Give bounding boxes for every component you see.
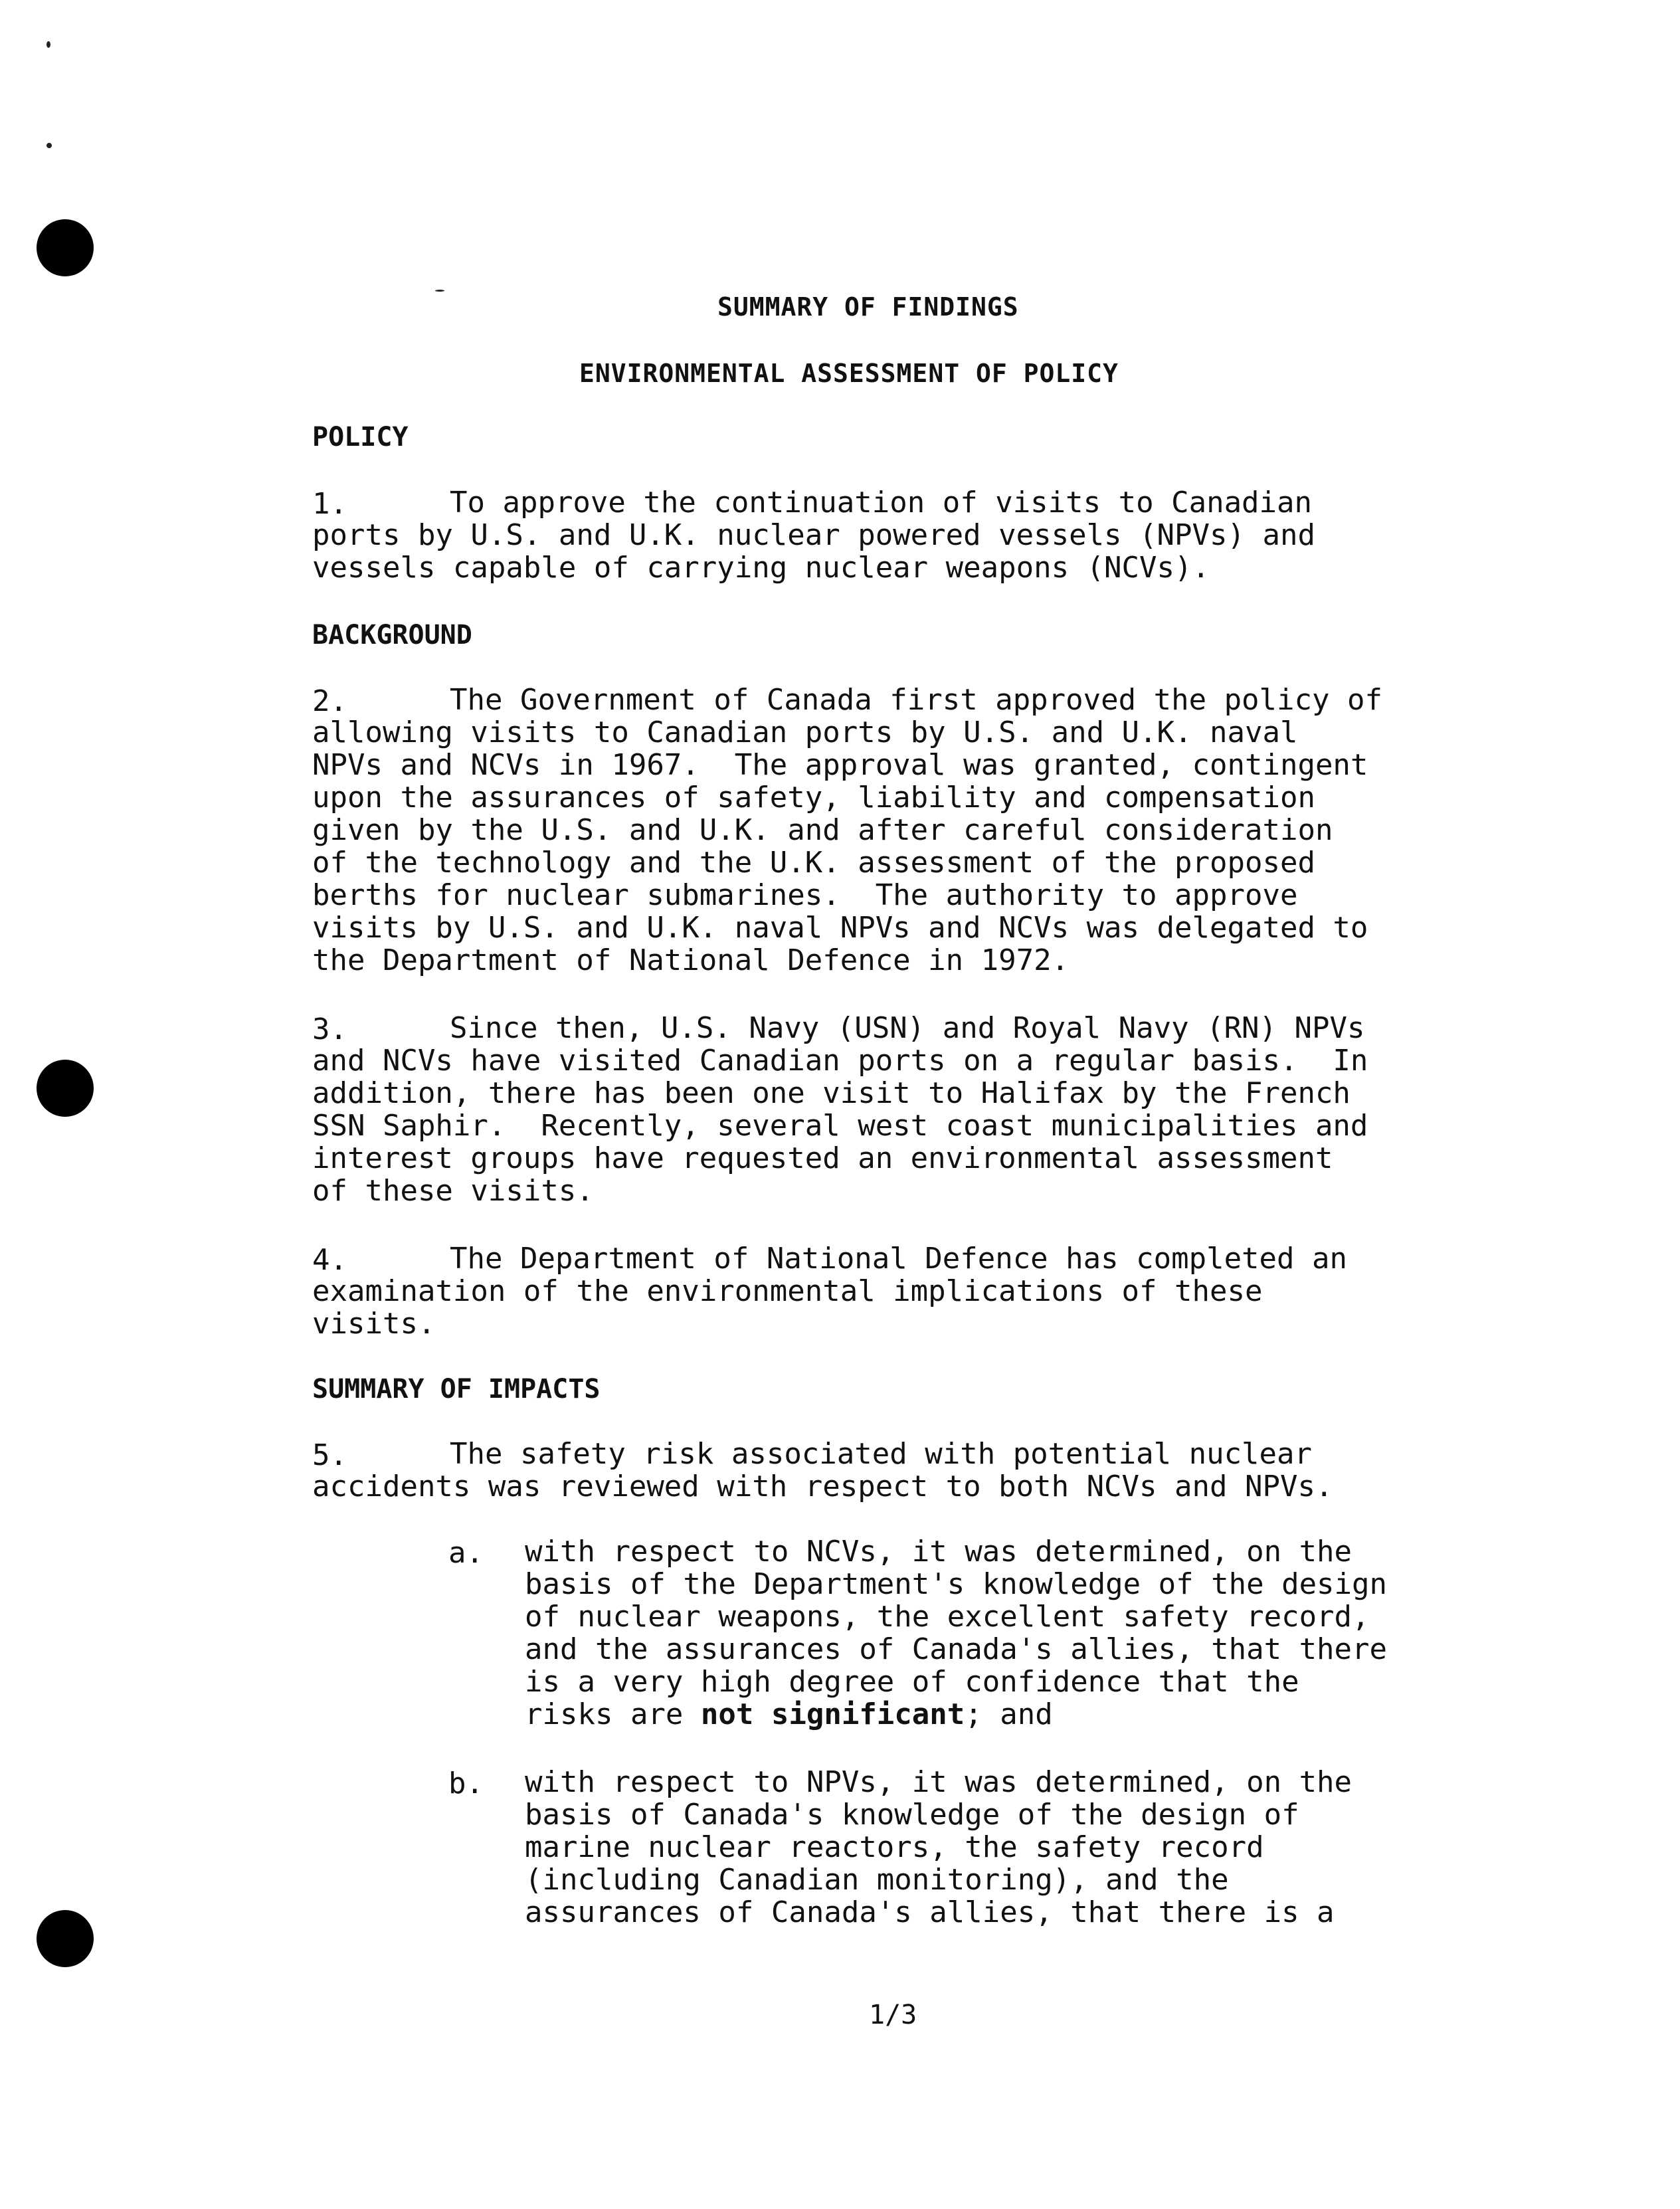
page-number: 1/3 (869, 2000, 917, 2030)
list-item-line: marine nuclear reactors, the safety record (525, 1830, 1264, 1864)
paragraph-line: ports by U.S. and U.K. nuclear powered vessels (NPVs) and (312, 518, 1315, 552)
emphasis-text: not significant (700, 1697, 965, 1731)
paragraph-number: 1. (312, 487, 347, 521)
paragraph-line: of the technology and the U.K. assessment of the proposed (312, 846, 1315, 880)
paragraph-line: berths for nuclear submarines. The authority to approve (312, 878, 1298, 912)
paragraph-line: of these visits. (312, 1174, 594, 1208)
paragraph-line: To approve the continuation of visits to Canadian (450, 486, 1313, 520)
paragraph-number: 3. (312, 1012, 347, 1046)
section-heading-impacts: SUMMARY OF IMPACTS (312, 1374, 601, 1404)
scan-speck (47, 143, 52, 148)
paragraph-line: accidents was reviewed with respect to both NCVs and NPVs. (312, 1470, 1333, 1503)
list-item-label: a. (448, 1536, 484, 1570)
paragraph-line: addition, there has been one visit to Halifax by the French (312, 1076, 1351, 1110)
section-heading-policy: POLICY (312, 422, 409, 452)
paragraph-line: visits by U.S. and U.K. naval NPVs and NCVs was delegated to (312, 911, 1368, 945)
list-item-line: and the assurances of Canada's allies, that there (525, 1632, 1388, 1666)
list-item-line: (including Canadian monitoring), and the (525, 1863, 1229, 1897)
paragraph-number: 2. (312, 684, 347, 718)
punch-hole-top (37, 219, 94, 276)
paragraph-line: the Department of National Defence in 1972. (312, 943, 1070, 977)
paragraph-number: 5. (312, 1438, 347, 1472)
paragraph-line: examination of the environmental implications of these (312, 1274, 1263, 1308)
list-item-text: ; and (965, 1697, 1053, 1731)
punch-hole-bottom (37, 1910, 94, 1967)
list-item-line (525, 1697, 1053, 1731)
scan-speck (435, 290, 444, 292)
paragraph-line: vessels capable of carrying nuclear weapons (NCVs). (312, 551, 1210, 585)
list-item-line: with respect to NCVs, it was determined, on the (525, 1535, 1353, 1569)
paragraph-line: Since then, U.S. Navy (USN) and Royal Navy (RN) NPVs (450, 1011, 1365, 1045)
paragraph-line: allowing visits to Canadian ports by U.S. and U.K. naval (312, 716, 1298, 749)
list-item-line: basis of the Department's knowledge of the design (525, 1567, 1388, 1601)
paragraph-line: SSN Saphir. Recently, several west coast municipalities and (312, 1109, 1368, 1143)
list-item-line: basis of Canada's knowledge of the design of (525, 1798, 1299, 1832)
paragraph-line: given by the U.S. and U.K. and after careful consideration (312, 813, 1333, 847)
list-item-line: with respect to NPVs, it was determined, on the (525, 1765, 1353, 1799)
list-item-line: is a very high degree of confidence that the (525, 1665, 1299, 1699)
paragraph-line: The safety risk associated with potential nuclear (450, 1437, 1313, 1471)
scan-speck (47, 41, 50, 48)
list-item-line: of nuclear weapons, the excellent safety record, (525, 1600, 1370, 1634)
paragraph-line: The Government of Canada first approved the policy of (450, 683, 1382, 717)
section-heading-background: BACKGROUND (312, 620, 472, 650)
list-item-label: b. (448, 1767, 484, 1800)
list-item-line: assurances of Canada's allies, that there is a (525, 1895, 1335, 1929)
paragraph-line: and NCVs have visited Canadian ports on a regular basis. In (312, 1044, 1368, 1078)
paragraph-line: interest groups have requested an environmental assessment (312, 1141, 1333, 1175)
paragraph-line: The Department of National Defence has completed an (450, 1242, 1348, 1276)
document-title: SUMMARY OF FINDINGS (717, 292, 1019, 322)
paragraph-number: 4. (312, 1243, 347, 1277)
paragraph-line: NPVs and NCVs in 1967. The approval was granted, contingent (312, 748, 1368, 782)
list-item-text: risks are (525, 1697, 701, 1731)
paragraph-line: upon the assurances of safety, liability and compensation (312, 781, 1315, 815)
punch-hole-middle (37, 1060, 94, 1117)
paragraph-line: visits. (312, 1307, 436, 1341)
document-subtitle: ENVIRONMENTAL ASSESSMENT OF POLICY (579, 359, 1119, 388)
